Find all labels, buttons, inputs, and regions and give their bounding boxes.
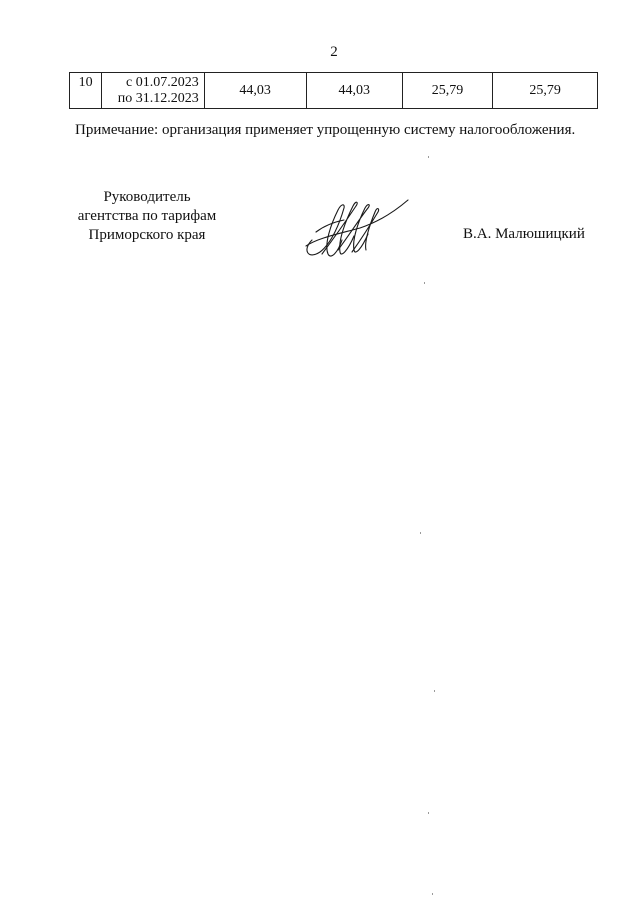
value-cell-4: 25,79 xyxy=(493,73,598,109)
signatory-title-line-2: агентства по тарифам xyxy=(77,208,217,224)
note: Примечание: организация применяет упрощенную систему налогообложения. xyxy=(75,122,576,138)
scan-speck xyxy=(424,282,425,284)
value-cell-2: 44,03 xyxy=(306,73,402,109)
scan-speck xyxy=(432,893,433,895)
value-cell-1: 44,03 xyxy=(204,73,306,109)
scan-speck xyxy=(434,690,435,692)
scan-speck xyxy=(428,812,429,814)
signatory-title-line-3: Приморского края xyxy=(88,227,206,243)
table-row xyxy=(70,73,598,109)
value-cell-3: 25,79 xyxy=(402,73,492,109)
row-number-cell: 10 xyxy=(70,73,102,109)
period-cell xyxy=(102,73,205,109)
scan-speck xyxy=(428,156,429,158)
signature-image xyxy=(298,188,416,268)
period-from: с 01.07.2023 xyxy=(126,74,199,90)
signatory-title-line-1: Руководитель xyxy=(103,189,191,205)
scan-speck xyxy=(420,532,421,534)
tariff-table xyxy=(69,72,598,109)
page-number: 2 xyxy=(330,44,338,60)
signatory-name: В.А. Малюшицкий xyxy=(463,226,585,242)
period-to: по 31.12.2023 xyxy=(117,90,199,106)
signatory-title xyxy=(72,188,222,245)
